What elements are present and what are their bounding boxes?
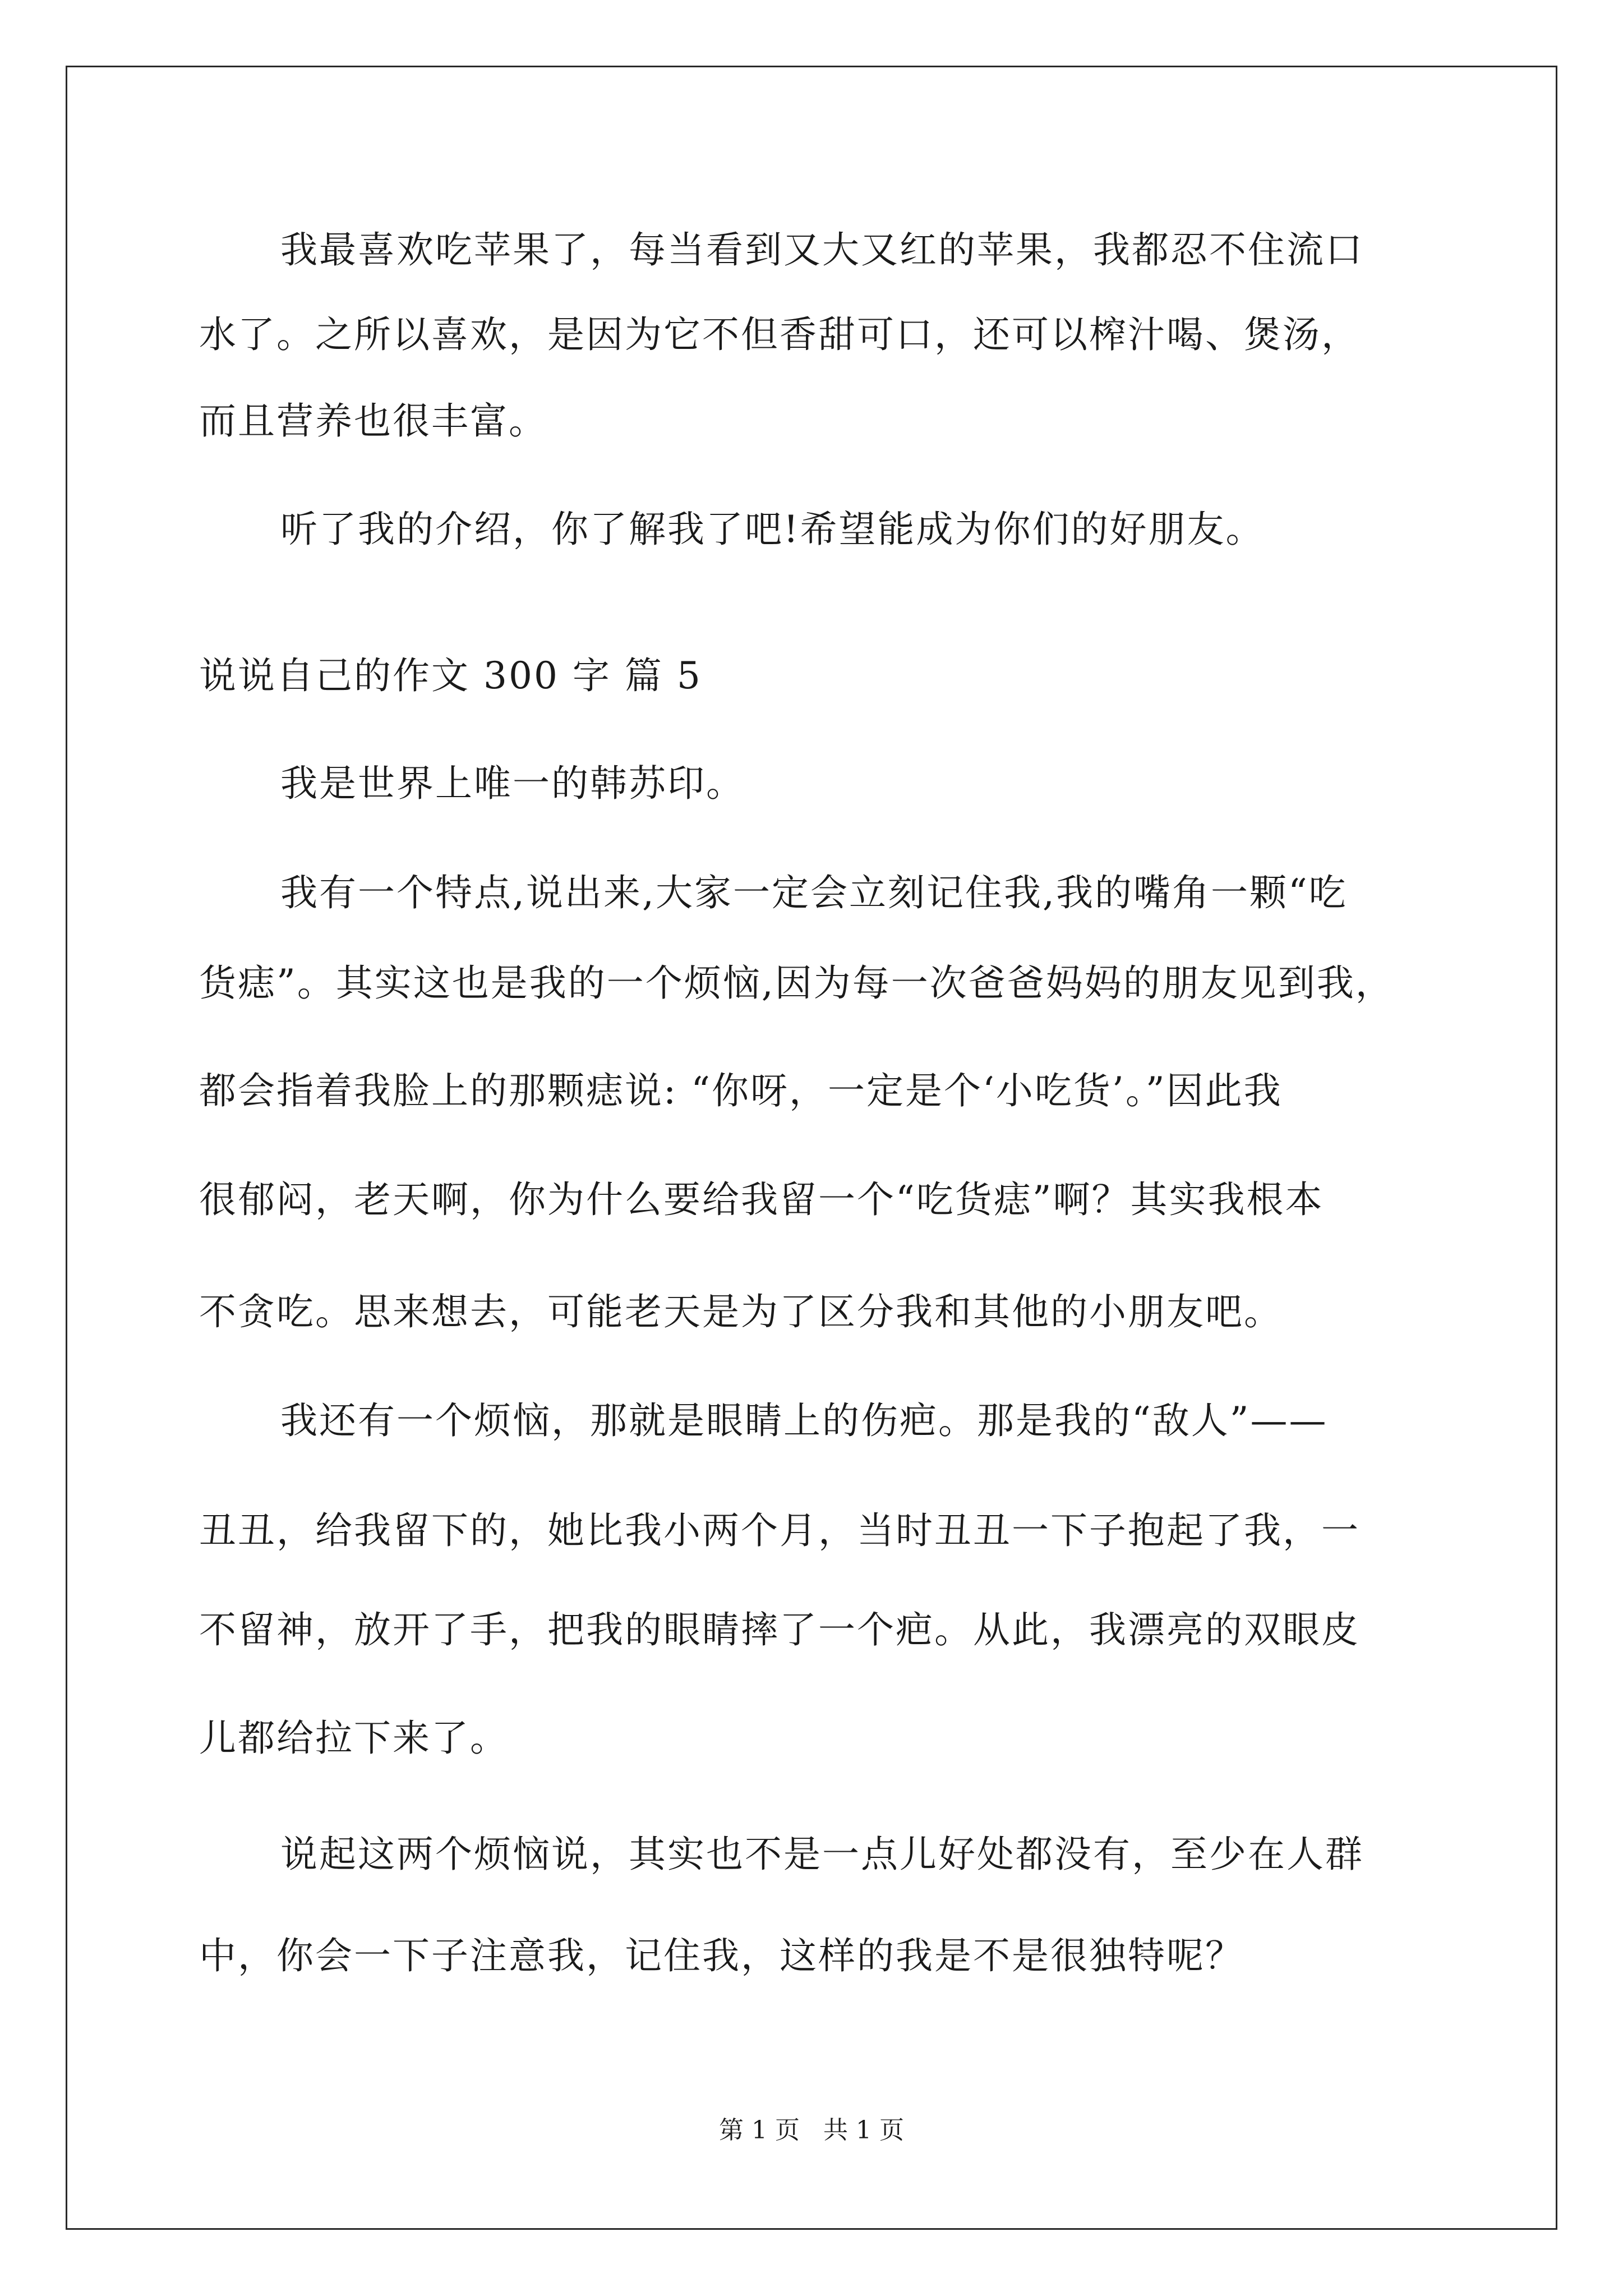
paragraph-line: 都会指着我脸上的那颗痣说: “你呀，一定是个‘小吃货’。”因此我 bbox=[199, 1069, 1283, 1112]
paragraph-line: 不留神，放开了手，把我的眼睛摔了一个疤。从此，我漂亮的双眼皮 bbox=[199, 1608, 1360, 1651]
page-border bbox=[66, 66, 1557, 2230]
paragraph-line: 货痣”。其实这也是我的一个烦恼,因为每一次爸爸妈妈的朋友见到我， bbox=[199, 961, 1394, 1005]
paragraph-line: 我还有一个烦恼，那就是眼睛上的伤疤。那是我的“敌人”—— bbox=[280, 1399, 1328, 1442]
paragraph-line: 而且营养也很丰富。 bbox=[199, 399, 547, 443]
paragraph-line: 不贪吃。思来想去，可能老天是为了区分我和其他的小朋友吧。 bbox=[199, 1290, 1283, 1333]
paragraph-line: 我最喜欢吃苹果了，每当看到又大又红的苹果，我都忍不住流口 bbox=[280, 228, 1364, 272]
paragraph-line: 很郁闷，老天啊，你为什么要给我留一个“吃货痣”啊？其实我根本 bbox=[199, 1178, 1324, 1221]
paragraph-line: 我有一个特点,说出来,大家一定会立刻记住我,我的嘴角一颗“吃 bbox=[280, 871, 1348, 914]
paragraph-line: 听了我的介绍，你了解我了吧!希望能成为你们的好朋友。 bbox=[280, 508, 1265, 551]
paragraph-line: 中，你会一下子注意我，记住我，这样的我是不是很独特呢？ bbox=[199, 1934, 1244, 1977]
paragraph-line: 儿都给拉下来了。 bbox=[199, 1717, 509, 1760]
paragraph-line: 我是世界上唯一的韩苏印。 bbox=[280, 762, 745, 805]
paragraph-line: 丑丑，给我留下的，她比我小两个月，当时丑丑一下子抱起了我，一 bbox=[199, 1509, 1360, 1552]
paragraph-line: 水了。之所以喜欢，是因为它不但香甜可口，还可以榨汁喝、煲汤， bbox=[199, 313, 1360, 356]
paragraph-line: 说起这两个烦恼说，其实也不是一点儿好处都没有，至少在人群 bbox=[280, 1833, 1364, 1876]
section-heading: 说说自己的作文 300 字 篇 5 bbox=[199, 654, 702, 697]
page-footer: 第 1 页 共 1 页 bbox=[719, 2116, 904, 2145]
